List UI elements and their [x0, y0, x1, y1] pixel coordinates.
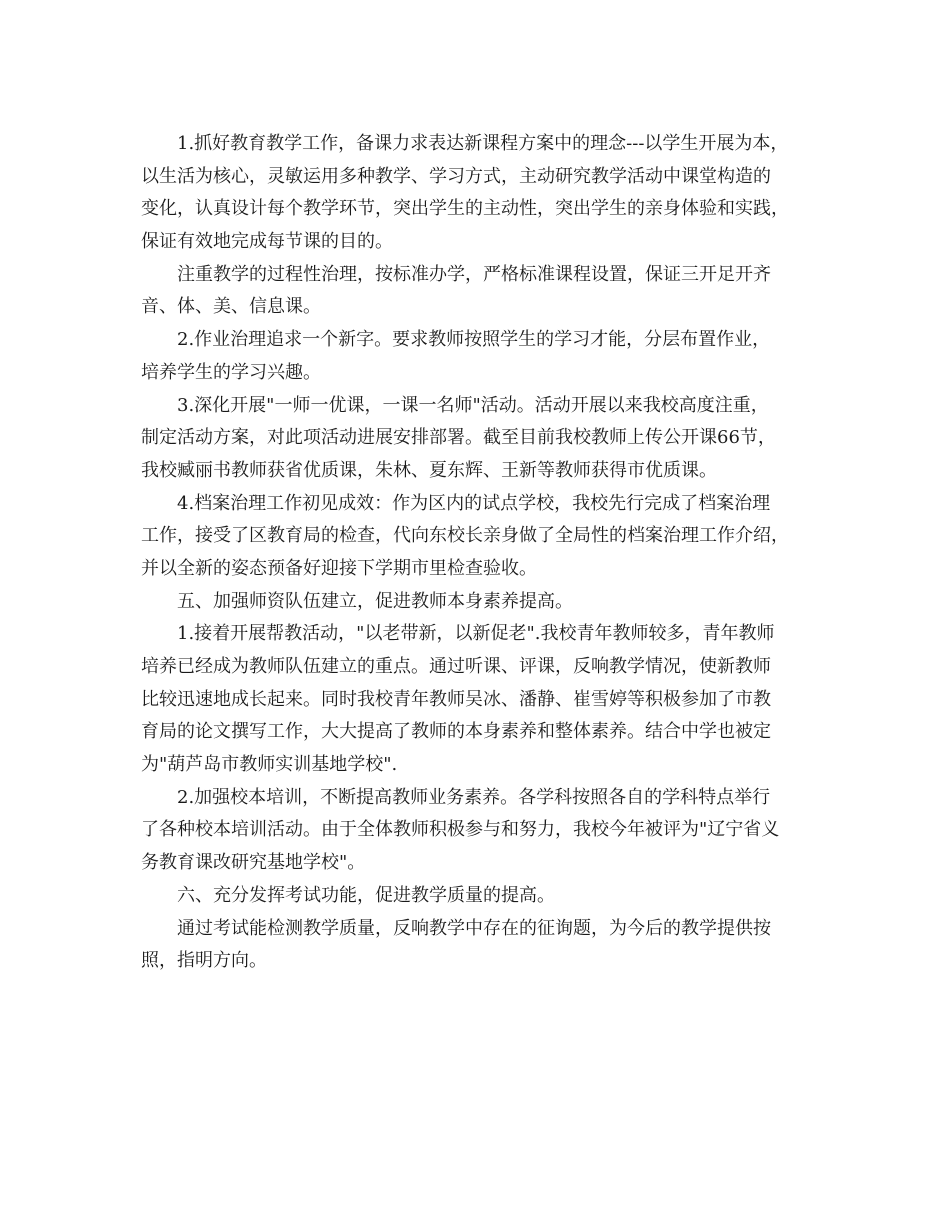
text-line: 为"葫芦岛市教师实训基地学校". [141, 754, 398, 776]
text-line: 五、加强师资队伍建立，促进教师本身素养提高。 [177, 590, 573, 612]
text-line: 2.作业治理追求一个新字。要求教师按照学生的学习才能，分层布置作业， [177, 329, 771, 351]
text-line: 工作，接受了区教育局的检查，代向东校长亲身做了全局性的档案治理工作介绍， [141, 525, 789, 547]
text-line: 保证有效地完成每节课的目的。 [141, 231, 393, 253]
text-line: 以生活为核心，灵敏运用多种教学、学习方式，主动研究教学活动中课堂构造的 [141, 165, 771, 187]
text-line: 变化，认真设计每个教学环节，突出学生的主动性，突出学生的亲身体验和实践， [141, 198, 789, 220]
text-line: 音、体、美、信息课。 [141, 296, 321, 318]
text-line: 注重教学的过程性治理，按标准办学，严格标准课程设置，保证三开足开齐 [177, 263, 771, 285]
text-line: 制定活动方案，对此项活动进展安排部署。截至目前我校教师上传公开课66节， [141, 427, 776, 449]
text-line: 3.深化开展"一师一优课，一课一名师"活动。活动开展以来我校高度注重， [177, 394, 769, 416]
text-line: 2.加强校本培训，不断提高教师业务素养。各学科按照各自的学科特点举行 [177, 786, 771, 808]
text-line: 我校臧丽书教师获省优质课，朱林、夏东辉、王新等教师获得市优质课。 [141, 459, 717, 481]
text-line: 比较迅速地成长起来。同时我校青年教师吴冰、潘静、崔雪婷等积极参加了市教 [141, 688, 771, 710]
text-line: 培养已经成为教师队伍建立的重点。通过听课、评课，反响教学情况，使新教师 [141, 656, 771, 677]
document-body [141, 128, 809, 978]
text-line: 务教育课改研究基地学校"。 [141, 852, 366, 874]
text-line: 培养学生的学习兴趣。 [141, 361, 321, 383]
text-line: 六、充分发挥考试功能，促进教学质量的提高。 [177, 884, 555, 906]
text-line: 育局的论文撰写工作，大大提高了教师的本身素养和整体素养。结合中学也被定 [141, 721, 771, 743]
text-line: 了各种校本培训活动。由于全体教师积极参与和努力，我校今年被评为"辽宁省义 [141, 819, 780, 841]
text-line: 并以全新的姿态预备好迎接下学期市里检查验收。 [141, 557, 537, 579]
text-line: 1.接着开展帮教活动，"以老带新，以新促老".我校青年教师较多，青年教师 [177, 623, 775, 645]
text-line: 4.档案治理工作初见成效：作为区内的试点学校，我校先行完成了档案治理 [177, 492, 771, 514]
text-line: 照，指明方向。 [141, 950, 267, 972]
text-line: 1.抓好教育教学工作，备课力求表达新课程方案中的理念---以学生开展为本， [177, 133, 789, 154]
text-line: 通过考试能检测教学质量，反响教学中存在的征询题，为今后的教学提供按 [177, 917, 771, 939]
